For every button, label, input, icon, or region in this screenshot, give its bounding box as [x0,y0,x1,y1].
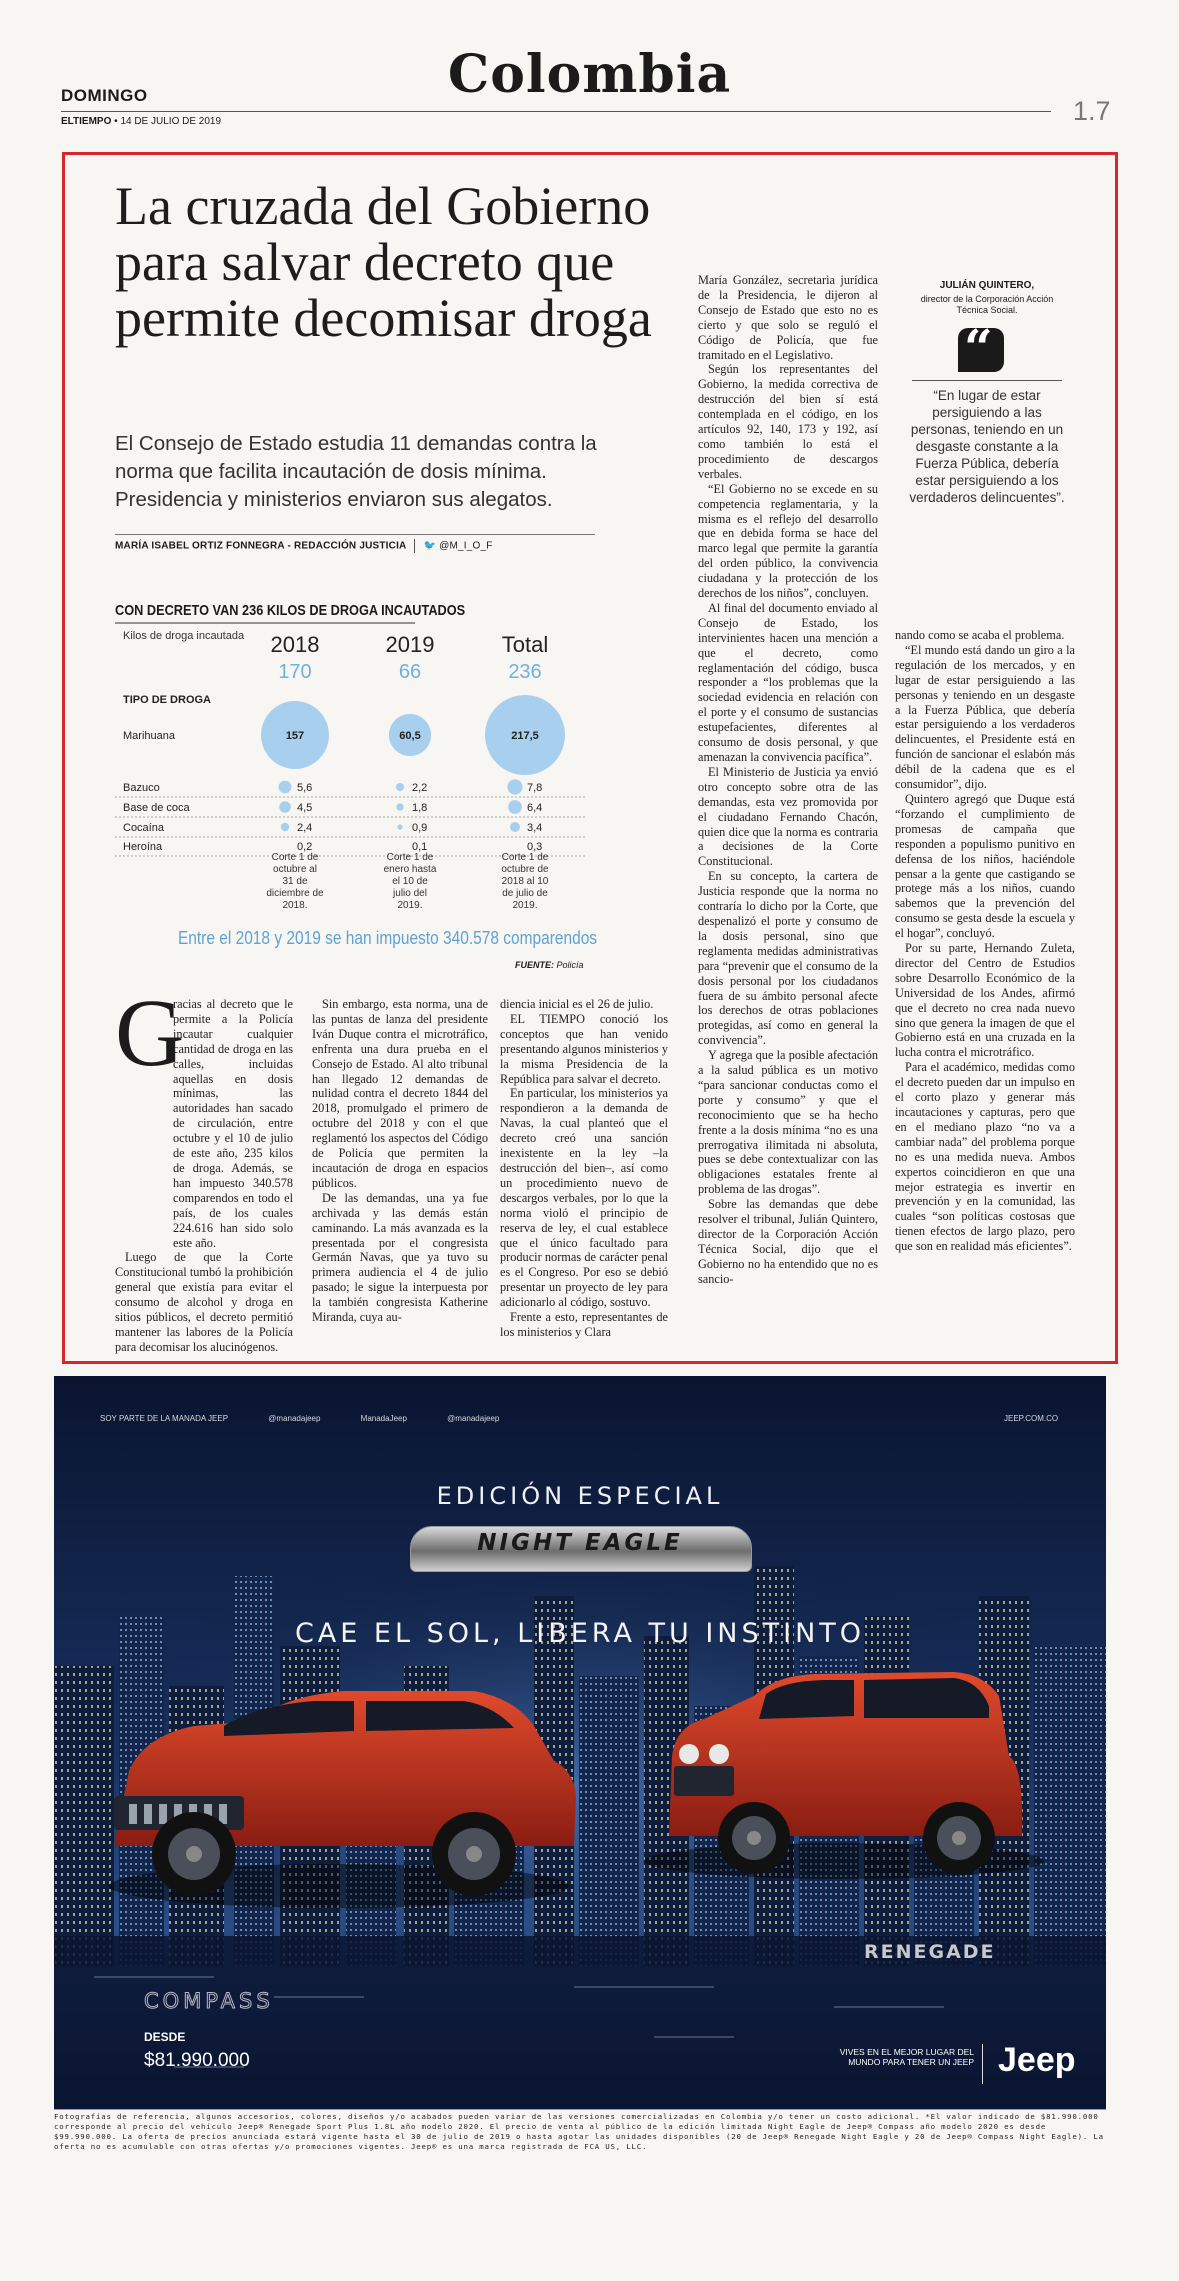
pull-quote: “En lugar de estar persiguiendo a las personas, teniendo en un desgaste constante a la Fuerza Pública, debería estar persiguiendo a los verdaderos delincuentes”. [909,388,1065,505]
ad-social-links [100,1414,537,1423]
value-label: 2,4 [297,822,313,834]
paragraph: Sin embargo, esta norma, una de las puntas de lanza del presidente Iván Duque contra el microtráfico, enfrenta una dura prueba en el Consejo de Estado. Al alto tribunal han llegado 12 demandas de nulidad contra el decreto 1844 del 2018, promulgado el primero de octubre del 2018 y con el que reglamentó los aspectos del Código de Policía que permiten la incautación de droga en espacios públicos. [312,997,488,1190]
period-note-line: enero hasta [383,864,437,875]
paragraph: EL TIEMPO conoció los conceptos que han venido presentando algunos ministerios y la misma Presidencia de la República para salvar el decreto. [500,1011,668,1086]
value-label: 4,5 [297,802,313,814]
value-label: 7,8 [527,782,543,794]
period-note-line: 2019. [512,900,538,911]
period-note-line: 2018. [282,900,308,911]
ad-slogan: CAE EL SOL, LIBERA TU INSTINTO [294,1618,866,1649]
value-label: 0,1 [412,841,428,853]
period-note [266,852,324,911]
paragraph: María González, secretaria jurídica de la Presidencia, le dijeron al Consejo de Estado que esto no es cierto y que solo se reguló el Código de Policía, que fue tramitado en el Legislativo. [698,273,878,362]
paragraph: Frente a esto, representantes de los ministerios y Clara [500,1310,668,1339]
bubble-bazuco-2019 [396,783,404,791]
quote-divider [912,380,1062,381]
bubble-base-de-coca-2019 [396,803,403,810]
chart-source-label: FUENTE: [515,960,554,970]
paragraph: nando como se acaba el problema. [895,628,1065,642]
column-total: 236 [508,661,542,683]
chart-source [515,960,584,970]
author-name: MARÍA ISABEL ORTIZ FONNEGRA [115,540,285,552]
ad-website[interactable]: JEEP.COM.CO [1004,1414,1059,1423]
period-note-line: 2019. [397,900,423,911]
category-label: Cocaína [123,822,164,834]
paragraph: “El Gobierno no se excede en su competencia reglamentaria, y la misma es el reflejo del desarrollo que en debida forma se hace del marco legal que permite la garantía del orden público, la convivencia ciudadana y la protección de los derechos de los niños”, concluyen. [698,481,878,601]
bubble-cocaína-total [510,822,520,832]
period-note-line: 31 de [282,876,308,887]
publication-name: ELTIEMPO [61,116,112,127]
period-note-line: de julio de [502,888,548,899]
period-note-line: diciembre de [266,888,324,899]
period-note [384,852,437,911]
value-label: 157 [285,730,305,742]
chart-source-value: Policía [556,960,584,970]
paragraph: Quintero agregó que Duque está “forzando el cumplimiento de promesas de campaña que responden a populismo punitivo en defensa de los niños, haciéndole pensar a la gente que castigando se protege más a los niños, cuando sabemos que la prevención del consumo se gesta desde la escuela y el hogar”, concluyó. [895,791,1075,941]
paragraph: De las demandas, una ya fue archivada y las demás están caminando. La más avanzada es la presentada por el congresista Germán Navas, que ya tuvo su primera audiencia el 4 de julio pasado; le sigue la interpuesta por la también congresista Katherine Miranda, cuya au- [312,1190,488,1325]
row-header: TIPO DE DROGA [123,694,212,706]
paragraph: Según los representantes del Gobierno, la medida correctiva de destrucción del bien sí está contemplada en el código, en los artículos 92, 140, 173 y 192, así como también lo está el procedimiento de descargos verbales. [698,362,878,481]
publication-date: 14 DE JULIO DE 2019 [120,116,222,127]
seizure-infographic [115,590,660,980]
page-number: 1.7 [1073,96,1111,126]
value-label: 1,8 [412,802,428,814]
column-total: 170 [278,661,312,683]
category-label: Base de coca [123,802,190,814]
paragraph: Y agrega que la posible afectación a la salud pública es un motivo “para sancionar conductas como el porte y consumo” y que el reconocimiento que se ha hecho frente a la dosis mínima “no es una prerrogativa ilimitada ni absoluta, pues se debe contextualizar con las obligaciones estatales frente al problema de las drogas”. [698,1048,878,1197]
period-note-line: Corte 1 de [386,852,434,863]
paragraph: Luego de que la Corte Constitucional tumbó la prohibición general que existía para evitar el consumo de alcohol y droga en sitios públicos, el decreto permitió mantener las labores de la Policía para decomisar los alucinógenos. [115,1250,293,1354]
category-label: Marihuana [123,730,175,742]
drop-cap: G [115,979,185,1086]
period-note-line: octubre al [273,864,317,875]
value-label: 5,6 [297,782,313,794]
value-label: 217,5 [511,730,539,742]
quote-mark-icon: “ [958,328,1004,372]
dateline: ELTIEMPO • 14 DE JULIO DE 2019 [61,116,222,127]
value-label: 3,4 [527,822,543,834]
ad-legal-text: Fotografías de referencia, algunos accesorios, colores, diseños y/o acabados pueden variar de las versiones comercializadas en Colombia y/o tener un costo adicional. *El valor indicado de $81.990.000 corresponde al precio del vehículo Jeep® Renegade Sport Plus 1.8L año modelo 2020. El precio de venta al público de la edición limitada Night Eagle de Jeep® Compass año modelo 2020 es desde $99.990.000. La oferta de precios anunciada estará vigente hasta el 30 de julio de 2019 o hasta agotar las unidades disponibles (20 de Jeep® Renegade Night Eagle y 20 de Jeep® Compass Night Eagle). La oferta no es acumulable con otras ofertas y/o promociones vigentes. Jeep® es una marca registrada de FCA US, LLC. [54,2112,1104,2151]
period-note [501,852,549,911]
renegade-logo: RENEGADE [864,1941,996,1963]
article-headline: La cruzada del Gobierno para salvar decreto que permite decomisar droga [115,176,652,348]
column-total: 66 [398,661,422,683]
section-title: Colombia [447,44,732,105]
article-column-5 [895,628,1075,1254]
paragraph: Por su parte, Hernando Zuleta, director del Centro de Estudios sobre Desarrollo Económico de la Universidad de los Andes, afirmó que el decreto no crea nada nuevo sino que genera la imagen de que el Gobierno está en una cruzada en la lucha contra el microtráfico. [895,941,1075,1060]
article-deck: El Consejo de Estado estudia 11 demandas contra la norma que facilita incautación de dosis mínima. Presidencia y ministerios enviaron sus alegatos. [115,432,597,511]
quote-author-role: director de la Corporación Acción Técnica Social. [920,294,1054,315]
column-header: Total [501,632,549,657]
price-label: DESDE [144,2030,186,2044]
twitter-icon: 🐦 [423,540,437,552]
bubble-bazuco-2018 [279,781,292,794]
article-column-3 [500,997,668,1340]
chart-title: CON DECRETO VAN 236 KILOS DE DROGA INCAUTADOS [115,602,466,619]
ad-legal-divider [54,2109,1106,2110]
value-label: 60,5 [399,730,421,742]
byline-divider [115,534,595,535]
article-column-4 [698,273,878,1287]
period-note-line: octubre de [501,864,549,875]
night-eagle-badge-text: NIGHT EAGLE [477,1530,683,1556]
paragraph: En particular, los ministerios ya respondieron a la demanda de Navas, la cual planteó que el decreto creó una sanción inexistente en la ley –la destrucción del bien–, así como un procedimiento nuevo de descargos verbales, por lo que la norma violó el principio de reserva de ley, el cual establece que el único facultado para producir normas de carácter penal es el Congreso. Por eso se debió presentar un proyecto de ley para adicionarlo al código, sostuvo. [500,1086,668,1310]
article-column-2 [312,997,488,1325]
ad-brand-divider [982,2044,983,2084]
bubble-cocaína-2018 [281,823,289,831]
category-label: Bazuco [123,782,160,794]
value-label: 6,4 [527,802,543,814]
jeep-advertisement[interactable] [54,1376,1106,2110]
bubble-bazuco-total [507,779,522,794]
ad-tagline: VIVES EN EL MEJOR LUGAR DEL MUNDO PARA TENER UN JEEP [839,2047,974,2067]
value-label: 0,2 [297,841,313,853]
paragraph: El Ministerio de Justicia ya envió otro concepto sobre otra de las demandas, esta vez promovida por el ciudadano Fernando Chacón, quien dice que la norma es contraria a decisiones de la Corte Constitucional. [698,764,878,869]
price-value: $81.990.000 [144,2050,250,2071]
compass-logo: COMPASS [144,1989,274,2013]
paragraph: Para el académico, medidas como el decreto pueden dar un impulso en el corto plazo y generar más incautaciones y capturas, pero que en el mediano plazo “no va a cambiar nada” del problema porque no es una medida nueva. Ambos expertos coincidieron en que una mejor estrategia es invertir en prevención y en la comunidad, las cuales “son políticas costosas que tienen efectos de largo plazo, pero que son en realidad más eficientes”. [895,1060,1075,1254]
period-note-line: Corte 1 de [271,852,319,863]
byline: MARÍA ISABEL ORTIZ FONNEGRA - REDACCIÓN JUSTICIA 🐦 @M_I_O_F [115,540,493,552]
paragraph: Al final del documento enviado al Consejo de Estado, los intervinientes hacen una mención a que el decreto, como reglamentación del código, busca responder a “los problemas que la sociedad evidencia en relación con el porte y el consumo de sustancias estupefacientes, diferentes al consumo de dosis personal, y que amenazan la convivencia pacífica”. [698,600,878,764]
author-desk: REDACCIÓN JUSTICIA [293,540,407,552]
twitter-link[interactable]: @manadajeep [268,1414,321,1423]
value-label: 0,3 [527,841,543,853]
category-label: Heroína [123,841,163,853]
twitter-handle[interactable]: @M_I_O_F [439,540,493,552]
article-column-1 [115,997,293,1355]
header-divider [61,111,1051,112]
paragraph: racias al decreto que le permite a la Policía incautar cualquier cantidad de droga en las calles, incluidas aquellas en dosis mínimas, las autoridades han sacado de circulación, entre octubre y el 10 de julio de este año, 235 kilos de droga. Además, se han impuesto 340.578 comparendos en todo el país, de los cuales 224.616 han sido solo este año. [173,997,293,1250]
bubble-base-de-coca-total [508,800,522,814]
facebook-link[interactable]: SOY PARTE DE LA MANADA JEEP [100,1414,229,1423]
period-note-line: Corte 1 de [501,852,549,863]
paragraph: “El mundo está dando un giro a la regulación de los mercados, y en lugar de estar persiguiendo a las personas y teniendo en un desgaste a la Fuerza Pública, que debería estar persiguiendo a los verdaderos delincuentes, el Presidente está en función de sancionar el eslabón más débil de la cadena que es el consumidor”, dijo. [895,642,1075,792]
period-note-line: 2018 al 10 [501,876,549,887]
period-note-line: julio del [393,888,427,899]
value-label: 2,2 [412,782,428,794]
column-header: 2019 [385,632,435,657]
weekday-label: DOMINGO [61,86,148,105]
paragraph: diencia inicial es el 26 de julio. [500,997,654,1011]
chart-summary: Entre el 2018 y 2019 se han impuesto 340.578 comparendos [177,928,598,948]
jeep-logo: Jeep [998,2041,1076,2079]
value-label: 0,9 [412,822,428,834]
bubble-base-de-coca-2018 [279,801,291,813]
paragraph: Sobre las demandas que debe resolver el tribunal, Julián Quintero, director de la Corporación Acción Técnica Social, dijo que el Gobierno no ha entendido que no es sancio- [698,1197,878,1286]
column-header: 2018 [270,632,320,657]
instagram-link[interactable]: @manadajeep [447,1414,500,1423]
paragraph: En su concepto, la cartera de Justicia responde que la norma no contraría lo dicho por la Corte, que despenalizó el porte y consumo de la dosis personal, sino que reglamenta medidas administrativas para “prevenir que el consumo de la dosis personal por los ciudadanos fuera de su ámbito personal afecte los derechos de otras poblaciones protegidas, así como en general la convivencia”. [698,869,878,1048]
ad-kicker: EDICIÓN ESPECIAL [436,1482,724,1510]
quote-author: JULIÁN QUINTERO, [939,280,1035,291]
period-note-line: el 10 de [392,876,428,887]
youtube-link[interactable]: ManadaJeep [360,1414,407,1423]
bubble-cocaína-2019 [397,824,402,829]
chart-subtitle: Kilos de droga incautada [123,630,245,642]
